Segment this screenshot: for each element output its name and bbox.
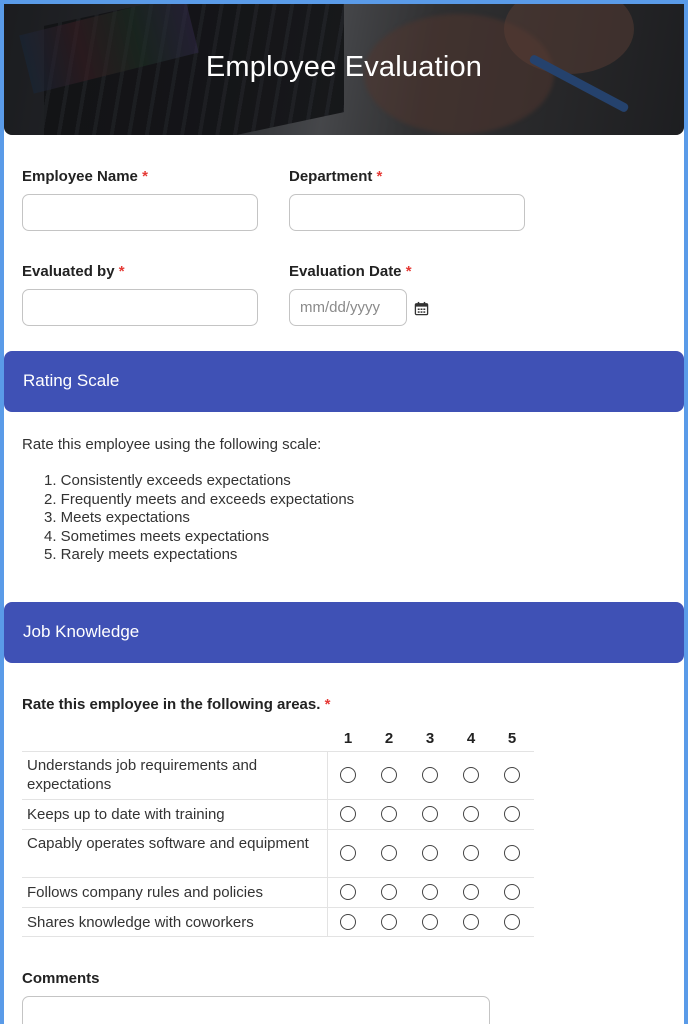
employee-name-label-text: Employee Name	[22, 168, 138, 185]
evaluation-date-input[interactable]: mm/dd/yyyy	[289, 289, 407, 326]
rating-radio-5[interactable]	[504, 806, 520, 822]
required-mark: *	[142, 168, 148, 185]
matrix-divider	[327, 878, 328, 907]
section-title: Rating Scale	[23, 371, 120, 390]
job-knowledge-section-header	[4, 602, 684, 663]
matrix-header	[22, 721, 534, 751]
rating-radio-2[interactable]	[381, 806, 397, 822]
evaluated-by-label-text: Evaluated by	[22, 263, 115, 280]
rating-radio-4[interactable]	[463, 884, 479, 900]
rating-radio-5[interactable]	[504, 767, 520, 783]
rating-radio-3[interactable]	[422, 806, 438, 822]
rating-radio-4[interactable]	[463, 806, 479, 822]
list-item: 5. Rarely meets expectations	[44, 546, 238, 564]
comments-textarea[interactable]	[22, 996, 490, 1024]
department-input[interactable]	[289, 194, 525, 231]
rating-radio-3[interactable]	[422, 845, 438, 861]
matrix-column-header: 5	[507, 730, 517, 747]
list-item: 2. Frequently meets and exceeds expectations	[44, 490, 355, 508]
matrix-row-label: Shares knowledge with coworkers	[27, 914, 254, 931]
matrix-divider	[327, 752, 328, 799]
rating-radio-1[interactable]	[340, 767, 356, 783]
comments-label: Comments	[22, 970, 100, 987]
matrix-question-label	[22, 696, 330, 713]
required-mark: *	[324, 696, 331, 713]
required-mark: *	[376, 168, 383, 185]
matrix-column-header: 2	[384, 730, 394, 747]
rating-radio-2[interactable]	[381, 884, 397, 900]
rating-radio-3[interactable]	[422, 884, 438, 900]
evaluated-by-input[interactable]	[22, 289, 258, 326]
rating-radio-3[interactable]	[422, 914, 438, 930]
required-mark: *	[118, 263, 125, 280]
rating-scale-intro: Rate this employee using the following scale:	[22, 436, 322, 453]
matrix-question-text: Rate this employee in the following areas.	[22, 696, 321, 713]
matrix-column-header: 3	[425, 730, 435, 747]
matrix-column-header: 4	[466, 730, 476, 747]
rating-radio-1[interactable]	[340, 884, 356, 900]
evaluated-by-label	[22, 263, 125, 280]
evaluation-date-label-text: Evaluation Date	[289, 263, 402, 280]
table-row	[22, 829, 534, 877]
rating-scale-list	[44, 472, 354, 565]
rating-radio-1[interactable]	[340, 806, 356, 822]
section-title: Job Knowledge	[23, 622, 140, 641]
table-row	[22, 877, 534, 907]
table-row	[22, 907, 534, 937]
rating-radio-1[interactable]	[340, 914, 356, 930]
evaluation-date-label	[289, 263, 412, 280]
list-item: 4. Sometimes meets expectations	[44, 527, 270, 545]
matrix-column-header: 1	[343, 730, 353, 747]
rating-radio-5[interactable]	[504, 845, 520, 861]
matrix-divider	[327, 830, 328, 877]
rating-radio-1[interactable]	[340, 845, 356, 861]
required-mark: *	[405, 263, 412, 280]
department-label-text: Department	[289, 168, 373, 185]
matrix-row-label: Follows company rules and policies	[27, 884, 263, 901]
table-row	[22, 799, 534, 829]
matrix-row-label: Keeps up to date with training	[27, 806, 225, 823]
rating-radio-4[interactable]	[463, 767, 479, 783]
rating-radio-2[interactable]	[381, 767, 397, 783]
matrix-row-label: Capably operates software and equipment	[27, 835, 309, 852]
header-banner	[4, 4, 684, 135]
list-item: 3. Meets expectations	[44, 509, 190, 527]
rating-radio-5[interactable]	[504, 884, 520, 900]
rating-radio-3[interactable]	[422, 767, 438, 783]
rating-radio-4[interactable]	[463, 914, 479, 930]
rating-radio-2[interactable]	[381, 845, 397, 861]
matrix-divider	[327, 800, 328, 829]
employee-name-input[interactable]	[22, 194, 258, 231]
employee-name-label	[22, 168, 148, 185]
matrix-divider	[327, 908, 328, 936]
rating-matrix	[22, 721, 534, 937]
rating-scale-section-header	[4, 351, 684, 412]
page-title: Employee Evaluation	[205, 51, 483, 83]
department-label	[289, 168, 382, 185]
rating-radio-2[interactable]	[381, 914, 397, 930]
form-frame	[4, 4, 684, 1024]
list-item: 1. Consistently exceeds expectations	[44, 472, 291, 489]
table-row	[22, 751, 534, 799]
rating-radio-4[interactable]	[463, 845, 479, 861]
calendar-icon[interactable]	[414, 301, 429, 316]
matrix-row-label: Understands job requirements and expectations	[27, 757, 258, 793]
rating-radio-5[interactable]	[504, 914, 520, 930]
